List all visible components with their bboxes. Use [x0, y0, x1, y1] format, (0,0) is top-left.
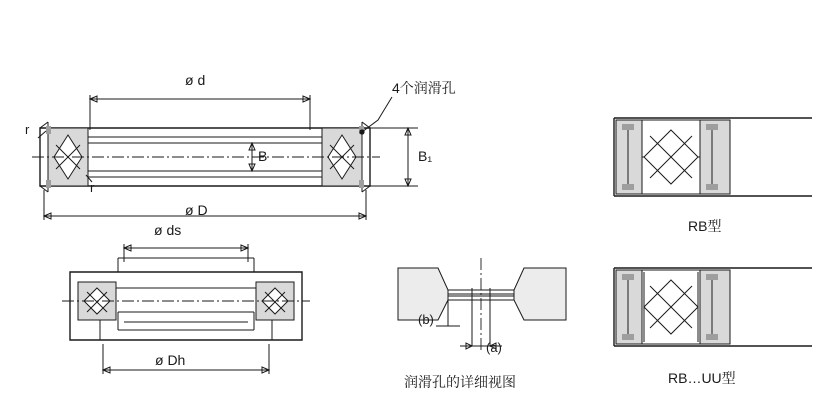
- dim-phi-Dh: [103, 344, 269, 374]
- label-lube-holes: 4个润滑孔: [392, 80, 456, 96]
- label-r-inner: r: [90, 180, 95, 195]
- dim-phi-d: [90, 95, 310, 130]
- label-detail-b: (b): [418, 312, 434, 327]
- detail-lube-hole: [398, 258, 566, 352]
- label-phi-d: ø d: [185, 72, 206, 88]
- label-phi-ds: ø ds: [154, 222, 182, 238]
- leader-r-left: [38, 131, 46, 138]
- leader-lube-holes: [359, 97, 392, 135]
- label-rb-type: RB型: [688, 218, 722, 234]
- label-detail-a: (a): [486, 340, 502, 355]
- rb-type-view: [614, 118, 812, 196]
- label-phi-D: ø D: [185, 202, 208, 218]
- label-B: B: [258, 148, 268, 164]
- label-B1: B₁: [418, 148, 433, 164]
- label-phi-Dh: ø Dh: [155, 352, 186, 368]
- label-detail-caption: 润滑孔的详细视图: [404, 374, 516, 390]
- dim-phi-ds: [124, 244, 248, 262]
- rb-uu-type-view: [614, 268, 812, 346]
- label-rb-uu-type: RB…UU型: [668, 370, 736, 386]
- label-r-left: r: [25, 122, 30, 137]
